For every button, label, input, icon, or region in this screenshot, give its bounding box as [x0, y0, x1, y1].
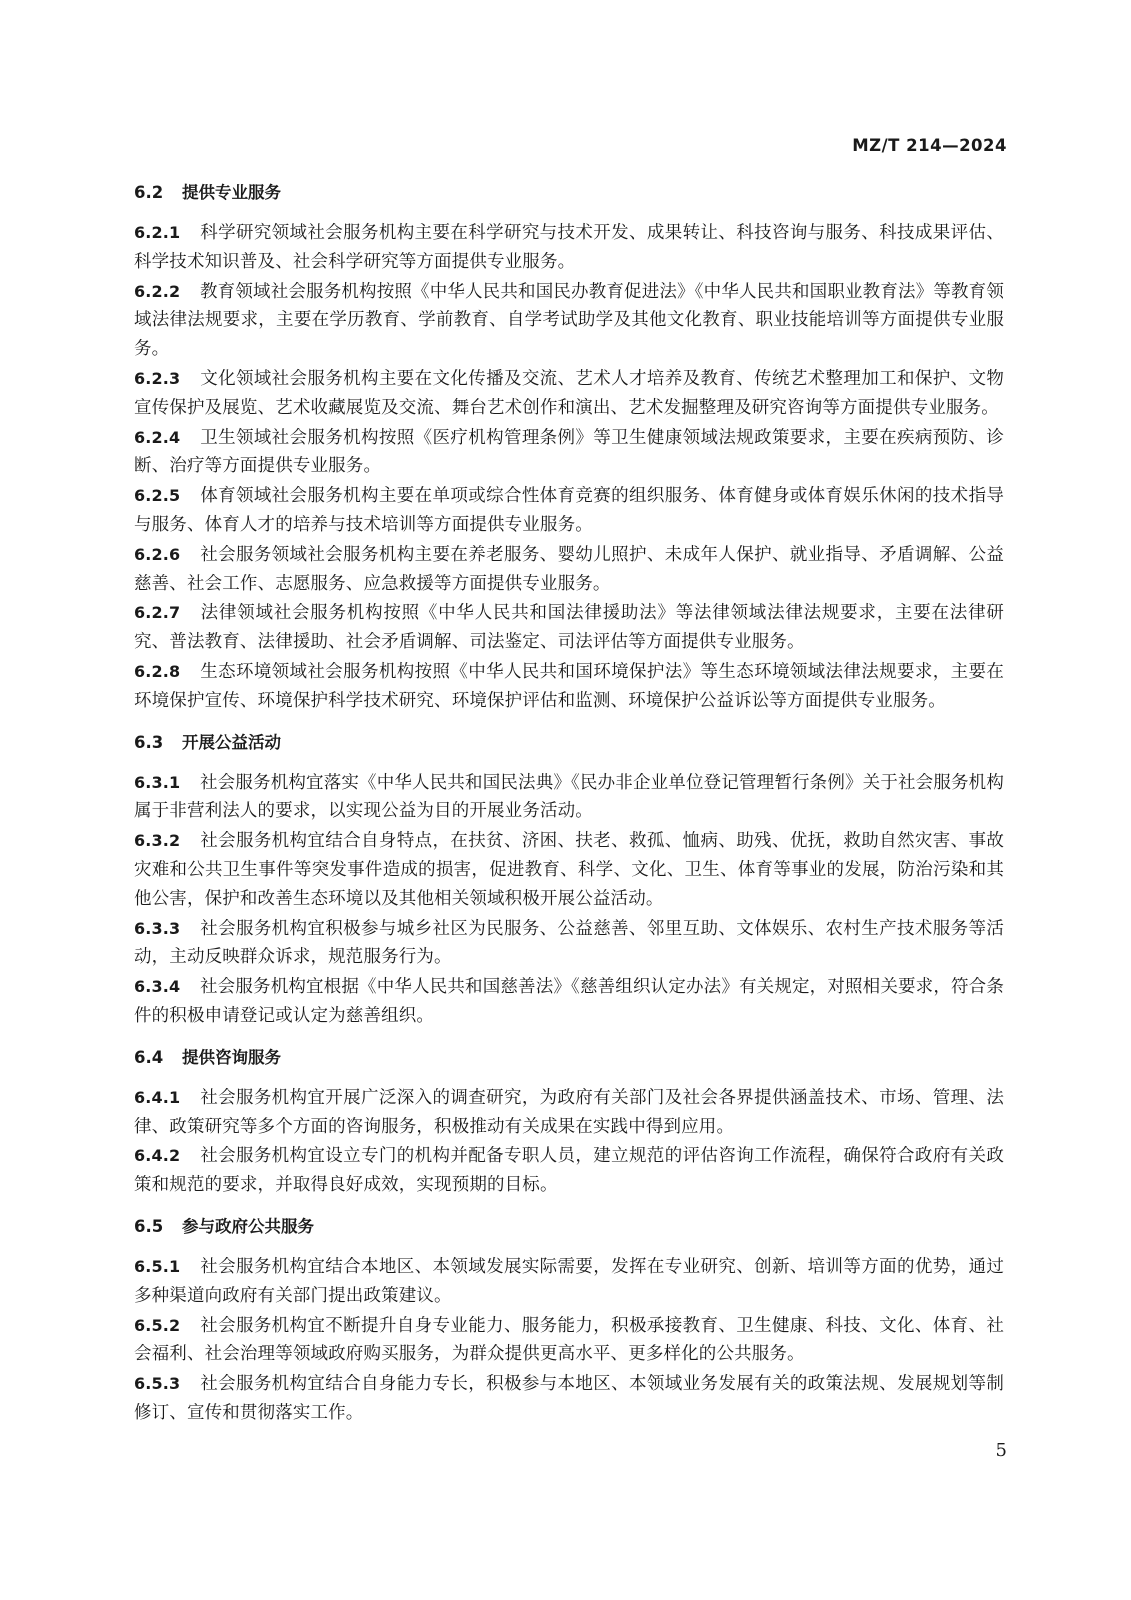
clause-text: 科学研究领域社会服务机构主要在科学研究与技术开发、成果转让、科技咨询与服务、科技成果评估、科学技术知识普及、社会科学研究等方面提供专业服务。 — [134, 223, 1004, 272]
clause-number: 6.3.2 — [134, 831, 181, 851]
clause-text: 社会服务领域社会服务机构主要在养老服务、婴幼儿照护、未成年人保护、就业指导、矛盾调解、公益慈善、社会工作、志愿服务、应急救援等方面提供专业服务。 — [134, 544, 1004, 594]
section-heading — [134, 178, 1004, 207]
clause-6-2-7 — [134, 599, 1004, 657]
clause-number: 6.5.3 — [134, 1374, 181, 1394]
clause-6-4-1 — [134, 1084, 1004, 1142]
section-title: 提供专业服务 — [182, 183, 281, 202]
document-body — [134, 178, 1004, 1440]
section-number: 6.3 — [134, 732, 164, 752]
clause-6-3-4 — [134, 973, 1004, 1031]
clause-text: 社会服务机构宜不断提升自身专业能力、服务能力，积极承接教育、卫生健康、科技、文化、体育、社会福利、社会治理等领域政府购买服务，为群众提供更高水平、更多样化的公共服务。 — [134, 1315, 1004, 1365]
section-6-4 — [134, 1043, 1004, 1200]
clause-6-2-1 — [134, 219, 1004, 277]
clause-text: 社会服务机构宜落实《中华人民共和国民法典》《民办非企业单位登记管理暂行条例》关于社会服务机构属于非营利法人的要求，以实现公益为目的开展业务活动。 — [134, 772, 1004, 822]
clause-number: 6.2.6 — [134, 544, 181, 564]
section-number: 6.2 — [134, 183, 164, 202]
clause-text: 社会服务机构宜结合本地区、本领域发展实际需要，发挥在专业研究、创新、培训等方面的优势，通过多种渠道向政府有关部门提出政策建议。 — [134, 1256, 1004, 1306]
clause-text: 文化领域社会服务机构主要在文化传播及交流、艺术人才培养及教育、传统艺术整理加工和保护、文物宣传保护及展览、艺术收藏展览及交流、舞台艺术创作和演出、艺术发掘整理及研究咨询等方面提供专业服务。 — [134, 368, 1004, 418]
clause-number: 6.4.1 — [134, 1087, 181, 1107]
section-number: 6.5 — [134, 1216, 164, 1236]
clause-text: 社会服务机构宜结合自身能力专长，积极参与本地区、本领域业务发展有关的政策法规、发展规划等制修订、宣传和贯彻落实工作。 — [134, 1374, 1004, 1423]
clause-6-5-3 — [134, 1370, 1004, 1428]
clause-number: 6.5.2 — [134, 1315, 181, 1335]
clause-text: 社会服务机构宜设立专门的机构并配备专职人员，建立规范的评估咨询工作流程，确保符合政府有关政策和规范的要求，并取得良好成效，实现预期的目标。 — [134, 1146, 1004, 1196]
clause-number: 6.4.2 — [134, 1146, 181, 1166]
section-title: 提供咨询服务 — [182, 1047, 281, 1067]
clause-6-3-2 — [134, 827, 1004, 913]
clause-text: 社会服务机构宜积极参与城乡社区为民服务、公益慈善、邻里互助、文体娱乐、农村生产技术服务等活动，主动反映群众诉求，规范服务行为。 — [134, 918, 1004, 968]
section-heading — [134, 1043, 1004, 1072]
clause-6-2-6 — [134, 541, 1004, 599]
clause-number: 6.2.4 — [134, 427, 181, 447]
clause-number: 6.2.3 — [134, 368, 181, 388]
clause-text: 社会服务机构宜结合自身特点，在扶贫、济困、扶老、救孤、恤病、助残、优抚，救助自然灾害、事故灾难和公共卫生事件等突发事件造成的损害，促进教育、科学、文化、卫生、体育等事业的发展，防治污染和其他公害，保护和改善生态环境以及其他相关领域积极开展公益活动。 — [134, 831, 1004, 909]
clause-number: 6.2.7 — [134, 603, 181, 623]
section-6-3 — [134, 728, 1004, 1031]
clause-text: 卫生领域社会服务机构按照《医疗机构管理条例》等卫生健康领域法规政策要求，主要在疾病预防、诊断、治疗等方面提供专业服务。 — [134, 427, 1004, 477]
document-code: MZ/T 214—2024 — [852, 136, 1007, 155]
clause-number: 6.3.3 — [134, 918, 181, 938]
clause-6-5-1 — [134, 1253, 1004, 1311]
section-title: 参与政府公共服务 — [182, 1216, 314, 1236]
clause-6-5-2 — [134, 1312, 1004, 1370]
clause-6-3-3 — [134, 915, 1004, 973]
section-heading — [134, 1212, 1004, 1241]
clause-text: 生态环境领域社会服务机构按照《中华人民共和国环境保护法》等生态环境领域法律法规要求，主要在环境保护宣传、环境保护科学技术研究、环境保护评估和监测、环境保护公益诉讼等方面提供专业服务。 — [134, 661, 1004, 711]
clause-number: 6.2.8 — [134, 661, 181, 681]
page-number: 5 — [995, 1440, 1007, 1461]
clause-6-2-4 — [134, 424, 1004, 482]
section-title: 开展公益活动 — [182, 732, 281, 752]
clause-text: 教育领域社会服务机构按照《中华人民共和国民办教育促进法》《中华人民共和国职业教育法》等教育领域法律法规要求，主要在学历教育、学前教育、自学考试助学及其他文化教育、职业技能培训等方面提供专业服务。 — [134, 281, 1004, 360]
clause-6-2-3 — [134, 365, 1004, 423]
clause-number: 6.5.1 — [134, 1256, 181, 1276]
section-heading — [134, 728, 1004, 757]
clause-6-2-8 — [134, 658, 1004, 716]
clause-number: 6.2.1 — [134, 223, 181, 242]
section-6-2 — [134, 178, 1004, 716]
clause-number: 6.3.4 — [134, 977, 181, 997]
clause-6-3-1 — [134, 769, 1004, 827]
clause-6-4-2 — [134, 1142, 1004, 1200]
clause-number: 6.2.5 — [134, 486, 181, 506]
clause-text: 社会服务机构宜根据《中华人民共和国慈善法》《慈善组织认定办法》有关规定，对照相关要求，符合条件的积极申请登记或认定为慈善组织。 — [134, 977, 1004, 1026]
clause-number: 6.3.1 — [134, 772, 181, 792]
clause-6-2-2 — [134, 278, 1004, 364]
clause-number: 6.2.2 — [134, 281, 181, 301]
clause-text: 社会服务机构宜开展广泛深入的调查研究，为政府有关部门及社会各界提供涵盖技术、市场、管理、法律、政策研究等多个方面的咨询服务，积极推动有关成果在实践中得到应用。 — [134, 1087, 1004, 1137]
clause-6-2-5 — [134, 482, 1004, 540]
clause-text: 法律领域社会服务机构按照《中华人民共和国法律援助法》等法律领域法律法规要求，主要在法律研究、普法教育、法律援助、社会矛盾调解、司法鉴定、司法评估等方面提供专业服务。 — [134, 603, 1004, 653]
clause-text: 体育领域社会服务机构主要在单项或综合性体育竞赛的组织服务、体育健身或体育娱乐休闲的技术指导与服务、体育人才的培养与技术培训等方面提供专业服务。 — [134, 486, 1004, 535]
section-number: 6.4 — [134, 1047, 164, 1067]
section-6-5 — [134, 1212, 1004, 1428]
